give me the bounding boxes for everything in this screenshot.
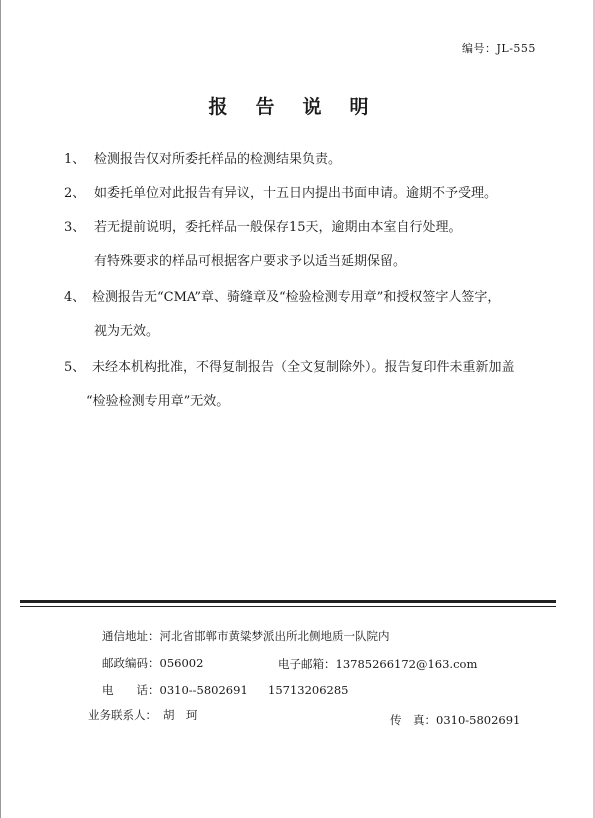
postcode-value: 056002 [159,656,204,670]
fax-label: 传 真： [390,713,436,727]
contact-person [88,707,198,723]
address-value: 河北省邯郸市黄粱梦派出所北侧地质一队院内 [159,629,390,643]
page-title: 报告说明 [208,96,397,118]
email-value: 13785266172@163.com [335,657,478,671]
document-code: 编号：JL-555 [462,42,536,55]
item-text: 检测报告仅对所委托样品的检测结果负责。 [94,152,342,167]
item-number: 5、 [64,360,86,375]
item-text-continued: 有特殊要求的样品可根据客户要求予以适当延期保留。 [94,254,407,269]
item-text-continued: 视为无效。 [94,324,160,339]
footer-divider-thin [20,606,556,607]
list-item [64,218,554,278]
contact-address [102,628,390,644]
contact-postcode [102,655,203,671]
footer-divider-thick [20,600,556,603]
item-number: 4、 [64,290,86,305]
item-number: 2、 [64,186,86,201]
contact-email [278,656,477,672]
item-text: 若无提前说明，委托样品一般保存15天，逾期由本室自行处理。 [94,220,462,235]
fax-value: 0310-5802691 [436,713,521,727]
item-text: 检测报告无“CMA”章、骑缝章及“检验检测专用章”和授权签字人签字， [92,290,501,305]
contact-person-value: 胡 珂 [163,708,198,722]
email-label: 电子邮箱： [278,657,336,671]
address-label: 通信地址： [102,629,160,643]
item-text: 未经本机构批准，不得复制报告（全文复制除外）。报告复印件未重新加盖 [92,360,515,375]
contact-mobile [268,683,348,697]
list-item [64,358,574,418]
contact-phone [102,682,248,698]
list-item [64,288,564,348]
item-text: 如委托单位对此报告有异议，十五日内提出书面申请。逾期不予受理。 [94,186,498,201]
list-item [64,184,554,206]
phone-label: 电 话： [102,683,160,697]
postcode-label: 邮政编码： [102,656,160,670]
mobile-value: 15713206285 [268,683,349,697]
item-text-continued: “检验检测专用章”无效。 [86,394,230,409]
contact-fax [390,712,520,728]
phone-value: 0310--5802691 [159,683,248,697]
item-number: 3、 [64,220,86,235]
list-item [64,150,554,172]
item-number: 1、 [64,152,86,167]
page-edge-left [0,0,1,818]
contact-person-label: 业务联系人： [88,708,157,722]
